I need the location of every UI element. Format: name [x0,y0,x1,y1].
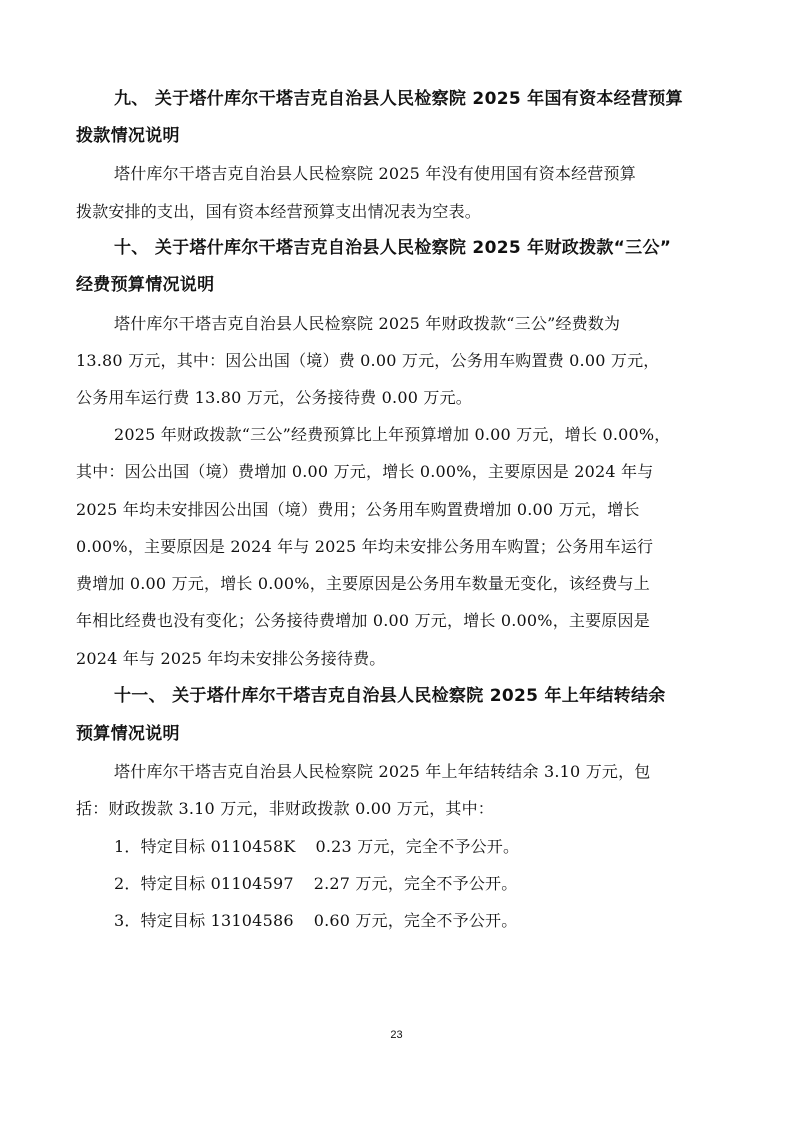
paragraph-line: 2024 年与 2025 年均未安排公务接待费。 [76,649,386,668]
paragraph-line: 费增加 0.00 万元，增长 0.00%，主要原因是公务用车数量无变化，该经费与上 [76,574,650,593]
paragraph-line: 塔什库尔干塔吉克自治县人民检察院 2025 年财政拨款“三公”经费数为 [114,314,621,333]
paragraph-line: 13.80 万元，其中：因公出国（境）费 0.00 万元，公务用车购置费 0.00 万元， [76,351,660,370]
section-11-heading: 十一、 关于塔什库尔干塔吉克自治县人民检察院 2025 年上年结转结余 [114,686,666,706]
list-item [114,913,517,929]
section-9-heading: 九、 关于塔什库尔干塔吉克自治县人民检察院 2025 年国有资本经营预算 [114,89,683,109]
list-item-text: 0.23 万元，完全不予公开。 [315,837,520,856]
paragraph-line: 2025 年均未安排因公出国（境）费用；公务用车购置费增加 0.00 万元，增长 [76,500,640,519]
paragraph-line: 括：财政拨款 3.10 万元，非财政拨款 0.00 万元，其中： [76,799,494,818]
paragraph-line: 其中：因公出国（境）费增加 0.00 万元，增长 0.00%，主要原因是 2024 年与 [76,462,654,481]
section-11-heading-cont: 预算情况说明 [76,724,180,744]
section-10-heading-cont: 经费预算情况说明 [76,275,215,295]
page-number: 23 [390,1029,403,1041]
list-item-text: 2.27 万元，完全不予公开。 [313,874,518,893]
list-item-label: 2．特定目标 01104597 [114,874,294,893]
list-item [114,876,517,892]
paragraph-line: 2025 年财政拨款“三公”经费预算比上年预算增加 0.00 万元，增长 0.00%， [114,425,671,444]
paragraph-line: 公务用车运行费 13.80 万元，公务接待费 0.00 万元。 [76,388,472,407]
list-item-label: 3．特定目标 13104586 [114,911,294,930]
list-item [114,839,519,855]
paragraph-line: 0.00%，主要原因是 2024 年与 2025 年均未安排公务用车购置；公务用车运行 [76,537,654,556]
section-9-heading-cont: 拨款情况说明 [76,126,180,146]
paragraph-line: 拨款安排的支出，国有资本经营预算支出情况表为空表。 [76,202,482,221]
list-item-text: 0.60 万元，完全不予公开。 [313,911,518,930]
section-10-heading: 十、 关于塔什库尔干塔吉克自治县人民检察院 2025 年财政拨款“三公” [114,238,672,258]
paragraph-line: 塔什库尔干塔吉克自治县人民检察院 2025 年上年结转结余 3.10 万元，包 [114,762,651,781]
paragraph-line: 年相比经费也没有变化；公务接待费增加 0.00 万元，增长 0.00%，主要原因是 [76,611,650,630]
list-item-label: 1．特定目标 0110458K [114,837,296,856]
paragraph-line: 塔什库尔干塔吉克自治县人民检察院 2025 年没有使用国有资本经营预算 [114,164,636,183]
